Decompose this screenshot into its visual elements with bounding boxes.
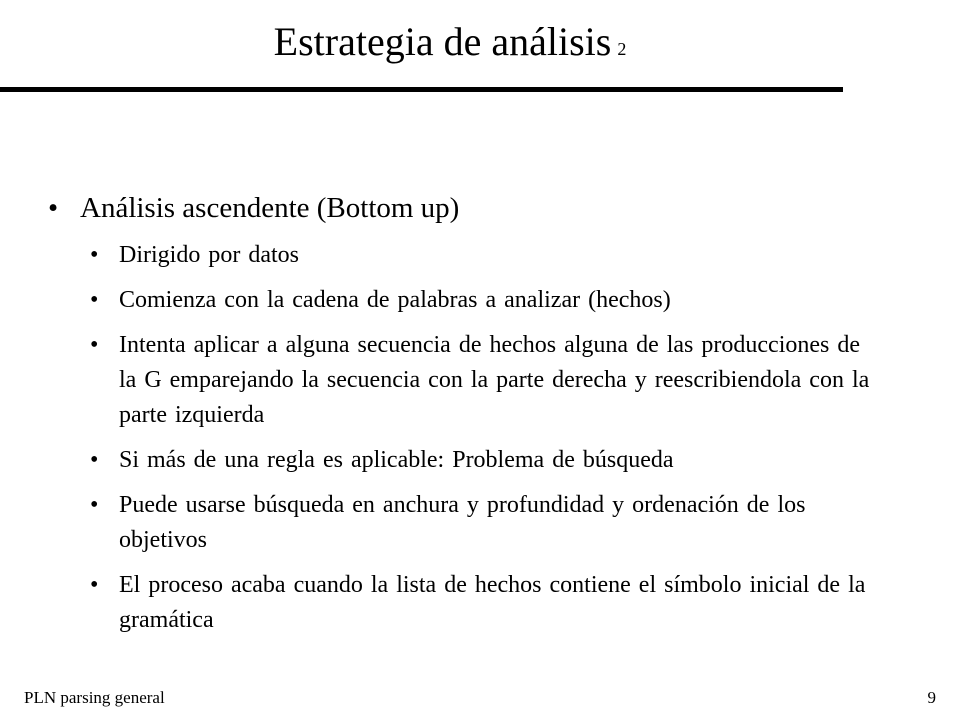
- bullet-icon: •: [90, 287, 99, 313]
- sub-bullet-puede-usarse-busqueda: [90, 488, 870, 558]
- sub-bullet-text: Dirigido por datos: [119, 242, 299, 268]
- bullet-icon: •: [90, 332, 99, 358]
- main-bullet-analisis-ascendente: [48, 188, 459, 228]
- page-number: 9: [927, 688, 936, 707]
- sub-bullet-el-proceso-acaba: [90, 568, 870, 638]
- footer-course-label: PLN parsing general: [24, 688, 165, 707]
- bullet-icon: •: [90, 572, 99, 598]
- main-bullet-text: Análisis ascendente (Bottom up): [80, 192, 460, 224]
- sub-bullet-list: [90, 238, 870, 648]
- sub-bullet-text: Si más de una regla es aplicable: Problema de búsqueda: [119, 447, 674, 473]
- sub-bullet-text: Puede usarse búsqueda en anchura y profundidad y ordenación de los objetivos: [119, 492, 806, 553]
- bullet-icon: •: [48, 192, 59, 224]
- sub-bullet-intenta-aplicar: [90, 328, 870, 433]
- bullet-icon: •: [90, 492, 99, 518]
- slide-title-suffix: 2: [617, 39, 627, 59]
- sub-bullet-text: Comienza con la cadena de palabras a analizar (hechos): [119, 287, 671, 313]
- sub-bullet-dirigido-por-datos: [90, 238, 870, 273]
- title-divider: [0, 87, 843, 92]
- slide-title: [0, 16, 900, 75]
- bullet-icon: •: [90, 447, 99, 473]
- slide-title-text: Estrategia de análisis: [273, 19, 612, 64]
- sub-bullet-text: Intenta aplicar a alguna secuencia de hechos alguna de las producciones de la G emparejando la secuencia con la parte derecha y reescribiendola con la parte izquierda: [119, 332, 870, 428]
- sub-bullet-comienza-con-la-cadena: [90, 283, 870, 318]
- sub-bullet-si-mas-de-una-regla: [90, 443, 870, 478]
- sub-bullet-text: El proceso acaba cuando la lista de hechos contiene el símbolo inicial de la gramática: [119, 572, 866, 633]
- bullet-icon: •: [90, 242, 99, 268]
